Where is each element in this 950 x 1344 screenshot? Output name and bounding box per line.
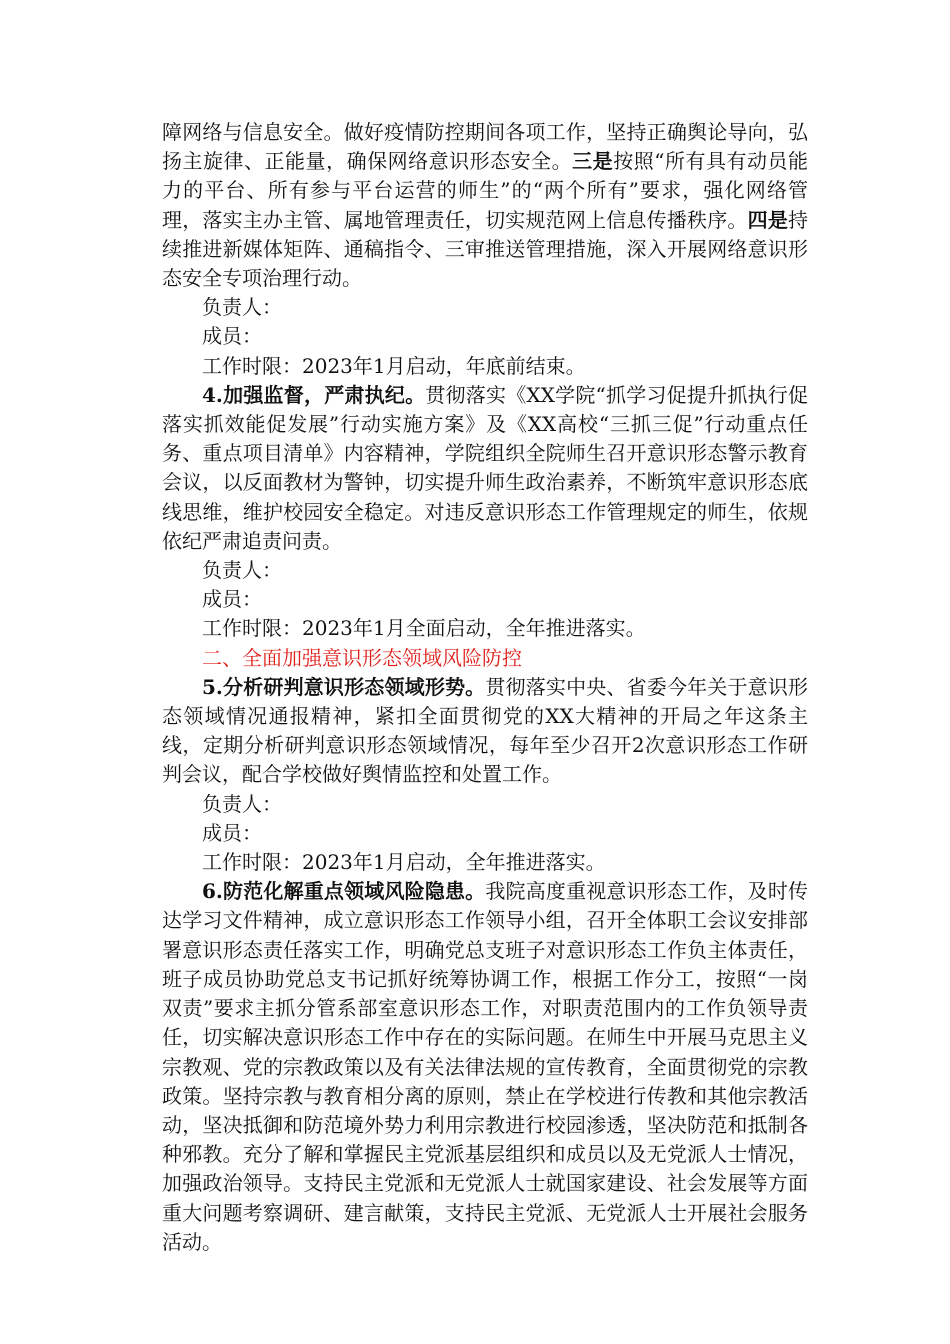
paragraph-text: 贯彻落实《XX学院“抓学习促提升抓执行促落实抓效能促发展”行动实施方案》及《XX高校“三抓三促”行动重点任务、重点项目清单》内容精神，学院组织全院师生召开意识形态警示教育会议，以反面教材为警钟，切实提升师生政治素养，不断筑牢意识形态底线思维，维护校园安全稳定。对违反意识形态工作管理规定的师生，依规依纪严肃追责问责。 xyxy=(162,382,808,553)
paragraph-text: 障网络与信息安全。做好疫情防控期间各项工作，坚持正确舆论导向，弘扬主旋律、正能量，确保网络意识形态安全。 xyxy=(162,120,808,174)
members-line: 成员： xyxy=(202,324,262,349)
document-page xyxy=(162,118,808,1257)
enumerator-fourth: 四是 xyxy=(747,207,789,232)
members-line: 成员： xyxy=(202,587,262,612)
section-heading: 二、全面加强意识形态领域风险防控 xyxy=(202,645,522,670)
enumerator-third: 三是 xyxy=(572,149,614,174)
responsible-person-line: 负责人： xyxy=(202,558,282,583)
time-limit-line: 工作时限：2023年1月启动，全年推进落实。 xyxy=(202,850,606,875)
paragraph-network-security xyxy=(162,118,808,293)
paragraph-supervision xyxy=(162,381,808,556)
paragraph-risk-prevention xyxy=(162,877,808,1257)
time-limit-line: 工作时限：2023年1月全面启动，全年推进落实。 xyxy=(202,616,646,641)
responsible-person-line: 负责人： xyxy=(202,295,282,320)
paragraph-text: 贯彻落实中央、省委今年关于意识形态领域情况通报精神，紧扣全面贯彻党的XX大精神的开局之年这条主线，定期分析研判意识形态领域情况，每年至少召开2次意识形态工作研判会议，配合学校做好舆情监控和处置工作。 xyxy=(162,674,809,787)
item-title: 4.加强监督，严肃执纪。 xyxy=(202,382,426,407)
item-title: 6.防范化解重点领域风险隐患。 xyxy=(202,879,486,904)
paragraph-text: 我院高度重视意识形态工作，及时传达学习文件精神，成立意识形态工作领导小组，召开全体职工会议安排部署意识形态责任落实工作，明确党总支班子对意识形态工作负主体责任，班子成员协助党总支书记抓好统筹协调工作，根据工作分工，按照“一岗双责”要求主抓分管系部室意识形态工作，对职责范围内的工作负领导责任，切实解决意识形态工作中存在的实际问题。在师生中开展马克思主义宗教观、党的宗教政策以及有关法律法规的宣传教育，全面贯彻党的宗教政策。坚持宗教与教育相分离的原则，禁止在学校进行传教和其他宗教活动，坚决抵御和防范境外势力利用宗教进行校园渗透，坚决防范和抵制各种邪教。充分了解和掌握民主党派基层组织和成员以及无党派人士情况，加强政治领导。支持民主党派和无党派人士就国家建设、社会发展等方面重大问题考察调研、建言献策，支持民主党派、无党派人士开展社会服务活动。 xyxy=(162,879,809,1254)
responsible-person-line: 负责人： xyxy=(202,791,282,816)
members-line: 成员： xyxy=(202,820,262,845)
paragraph-text: 按照“所有具有动员能力的平台、所有参与平台运营的师生”的“两个所有”要求，强化网络管理，落实主办主管、属地管理责任，切实规范网上信息传播秩序。 xyxy=(162,149,809,232)
time-limit-line: 工作时限：2023年1月启动，年底前结束。 xyxy=(202,353,586,378)
paragraph-text: 持续推进新媒体矩阵、通稿指令、三审推送管理措施，深入开展网络意识形态安全专项治理行动。 xyxy=(162,207,809,291)
item-title: 5.分析研判意识形态领域形势。 xyxy=(202,674,486,699)
paragraph-analysis xyxy=(162,673,808,790)
